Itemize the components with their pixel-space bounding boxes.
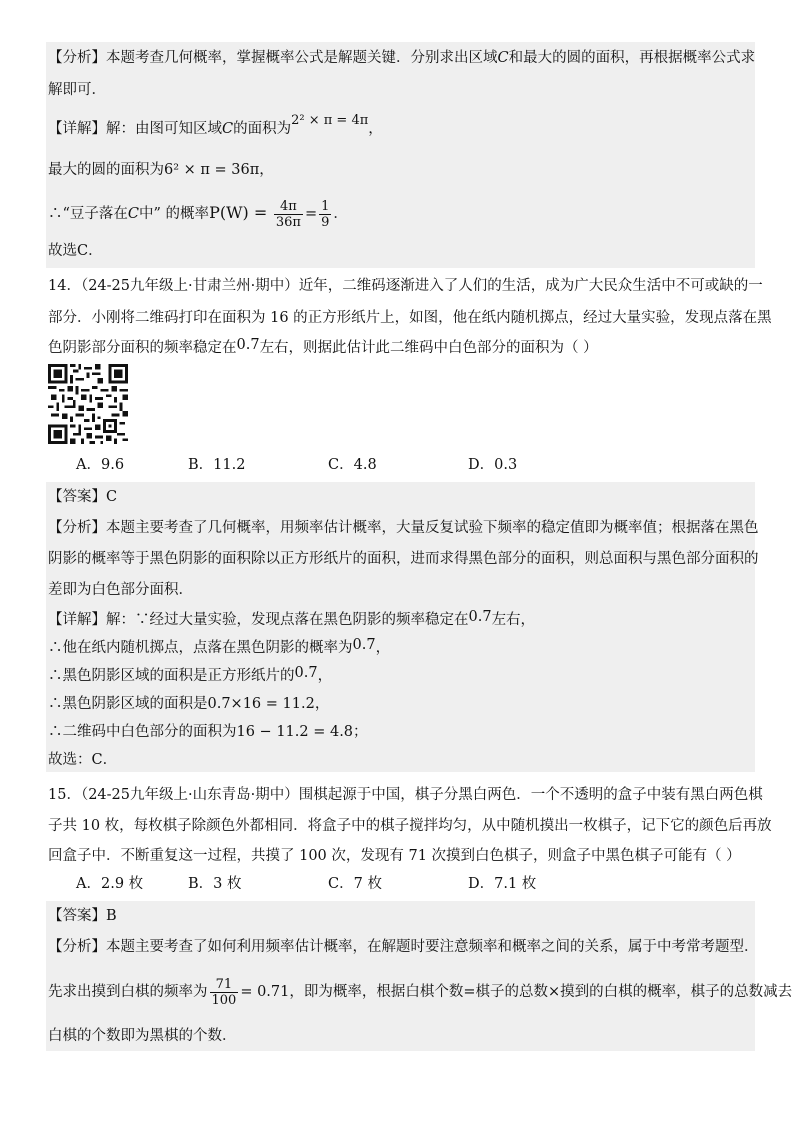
q14-analysis-line1: 【分析】本题主要考查了几何概率，用频率估计概率，大量反复试验下频率的稳定值即为概率值；根据落在黑色	[48, 520, 759, 536]
denominator: 100	[211, 992, 237, 1008]
q14-option-d[interactable]	[468, 455, 517, 475]
option-letter: D．	[468, 457, 495, 473]
option-value: 0.3	[494, 457, 518, 473]
region-c: C	[127, 206, 140, 222]
q13-circle-line	[48, 160, 274, 180]
area-formula-circle: 6² × π = 36π	[164, 162, 260, 178]
q15-option-c[interactable]	[328, 874, 382, 894]
value: = 0.71	[240, 984, 290, 1000]
q14-stem-line2: 部分．小刚将二维码打印在面积为 16 的正方形纸片上，如图，他在纸内随机掷点，经过大量实验，发现点落在黑	[48, 310, 772, 326]
value: 0.7	[352, 637, 376, 653]
text: 先求出摸到白棋的频率为	[48, 984, 208, 1000]
text: ，即为概率，根据白棋个数=棋子的总数×摸到的白棋的概率，棋子的总数减去	[289, 984, 793, 1000]
frequency-value: 0.7	[236, 337, 260, 353]
q14-option-a[interactable]	[76, 455, 124, 475]
value: 0.7	[468, 609, 492, 625]
option-letter: B．	[188, 876, 214, 892]
q15-option-d[interactable]	[468, 874, 536, 894]
option-letter: B．	[188, 457, 214, 473]
numerator: 4π	[274, 199, 303, 215]
fraction-1-9	[319, 199, 331, 230]
q14-detail-line5	[48, 722, 368, 742]
q13-probability-line: ∴“豆子落在C中” 的概率P(W) = $\frac{4\pi}{36\pi}$ = $\frac{1}{9}$ ．	[48, 198, 348, 230]
text: ，	[368, 121, 383, 137]
q14-detail-line3	[48, 666, 332, 686]
qr-code-image	[48, 364, 128, 444]
q14-analysis-line3: 差即为白色部分面积．	[48, 582, 193, 598]
value: 0.7×16 = 11.2	[207, 696, 315, 712]
text: ∴黑色阴影区域的面积是正方形纸片的	[48, 668, 295, 684]
q15-option-b[interactable]	[188, 874, 242, 894]
text: 左右，则据此估计此二维码中白色部分的面积为（ ）	[259, 340, 598, 356]
q14-detail-line1	[48, 610, 535, 630]
option-letter: C．	[328, 457, 354, 473]
q14-detail-line4	[48, 694, 329, 714]
text: 左右，	[491, 612, 536, 628]
numerator: 1	[321, 198, 330, 214]
text: 【详解】解：∵经过大量实验，发现点落在黑色阴影的频率稳定在	[48, 612, 469, 628]
text: 和最大的圆的面积，再根据概率公式求	[508, 50, 756, 66]
q14-choose: 故选：C．	[48, 752, 118, 768]
text: ；	[353, 724, 368, 740]
region-c: C	[222, 121, 234, 137]
q15-analysis-line2	[48, 974, 792, 1010]
q13-analysis-line1	[48, 48, 755, 68]
option-value: 3 枚	[213, 876, 242, 892]
text: 中” 的概率	[139, 206, 210, 222]
solution-block-13	[46, 42, 755, 268]
fraction-4pi-36pi	[274, 199, 303, 230]
q14-option-b[interactable]	[188, 455, 245, 475]
option-value: 7.1 枚	[494, 876, 537, 892]
q13-analysis-line2: 解即可．	[48, 82, 106, 98]
q14-option-c[interactable]	[328, 455, 377, 475]
option-value: 7 枚	[353, 876, 382, 892]
text: 的面积为	[233, 121, 292, 137]
option-letter: A．	[76, 457, 101, 473]
region-c: C	[497, 50, 509, 66]
option-value: 2.9 枚	[100, 876, 144, 892]
q14-detail-line2	[48, 638, 390, 658]
fraction-71-100	[210, 977, 239, 1008]
q15-analysis-line1: 【分析】本题主要考查了如何利用频率估计概率，在解题时要注意频率和概率之间的关系，属于中考常考题型．	[48, 939, 759, 955]
q13-detail-line	[48, 113, 383, 140]
value: 16 − 11.2 = 4.8	[236, 724, 354, 740]
text: 【分析】本题考查几何概率，掌握概率公式是解题关键．分别求出区域	[48, 50, 498, 66]
text: ∴二维码中白色部分的面积为	[48, 724, 237, 740]
q15-analysis-line3: 白棋的个数即为黑棋的个数．	[48, 1028, 237, 1044]
text: 色阴影部分面积的频率稳定在	[48, 340, 237, 356]
area-formula-c: 2² × π = 4π	[291, 113, 369, 128]
option-letter: D．	[468, 876, 495, 892]
q15-stem-line2: 子共 10 枚，每枚棋子除颜色外都相同．将盒子中的棋子搅拌均匀，从中随机摸出一枚棋子，记下它的颜色后再放	[48, 818, 772, 834]
text: 最大的圆的面积为	[48, 162, 164, 178]
denominator: 9	[321, 214, 330, 230]
q14-analysis-line2: 阴影的概率等于黑色阴影的面积除以正方形纸片的面积，进而求得黑色部分的面积，则总面积与黑色部分面积的	[48, 551, 759, 567]
option-letter: A．	[76, 876, 101, 892]
text: ∴“豆子落在	[48, 206, 128, 222]
q13-choose: 故选C．	[48, 243, 103, 259]
text: ，	[259, 162, 274, 178]
text: ，	[314, 696, 330, 712]
q15-answer: 【答案】B	[48, 908, 117, 924]
text: ．	[333, 206, 348, 222]
numerator: 71	[210, 977, 239, 993]
value: 0.7	[294, 665, 318, 681]
probability-lhs: P(W) =	[209, 203, 268, 222]
q15-stem-line1: 15．（24-25九年级上·山东青岛·期中）围棋起源于中国，棋子分黑白两色．一个不透明的盒子中装有黑白两色棋	[48, 787, 763, 803]
q15-stem-line3: 回盒子中．不断重复这一过程，共摸了 100 次，发现有 71 次摸到白色棋子，则盒子中黑色棋子可能有（ ）	[48, 848, 741, 864]
denominator: 36π	[275, 214, 301, 230]
text: 【详解】解：由图可知区域	[48, 121, 222, 137]
text: ∴黑色阴影区域的面积是	[48, 696, 208, 712]
option-letter: C．	[328, 876, 354, 892]
option-value: 4.8	[353, 457, 377, 473]
option-value: 11.2	[213, 457, 246, 473]
q14-answer: 【答案】C	[48, 489, 118, 505]
q14-stem-line3	[48, 338, 598, 358]
option-value: 9.6	[100, 457, 125, 473]
text: ∴他在纸内随机掷点，点落在黑色阴影的概率为	[48, 640, 353, 656]
text: ，	[317, 668, 333, 684]
q14-stem-line1: 14．（24-25九年级上·甘肃兰州·期中）近年，二维码逐渐进入了人们的生活，成为广大民众生活中不可或缺的一	[48, 278, 763, 294]
q15-option-a[interactable]	[76, 874, 143, 894]
text: ，	[375, 640, 391, 656]
